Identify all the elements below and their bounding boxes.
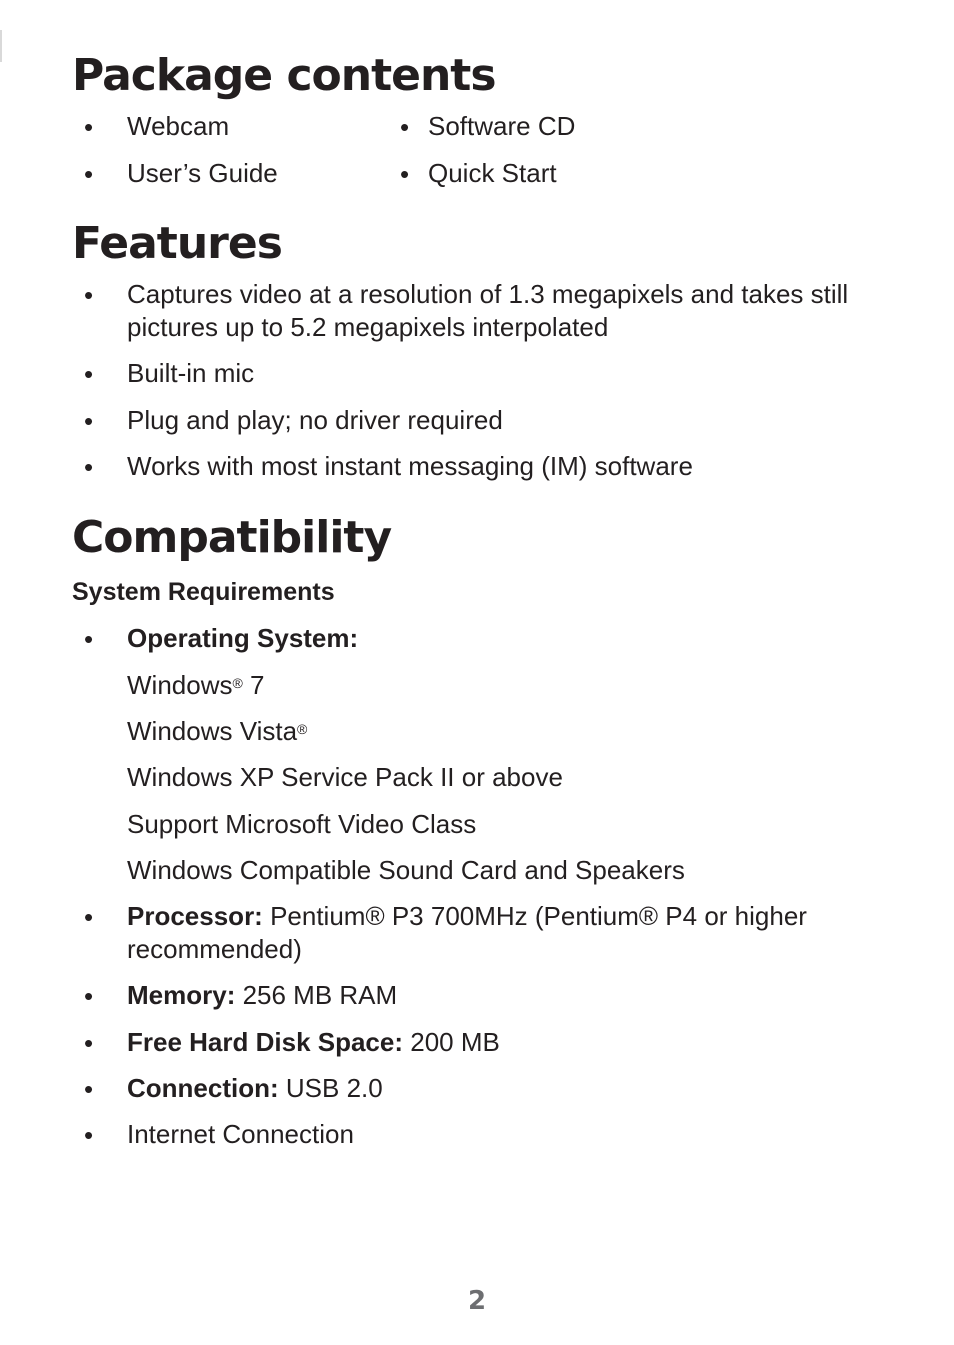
edge-mark [0,30,2,62]
page-number: 2 [467,1286,487,1316]
package-item-webcam: Webcam [127,111,230,141]
bullet: • [84,159,94,189]
package-item-software-cd: Software CD [428,111,576,141]
features-heading: Features [72,218,282,269]
package-item-users-guide: User’s Guide [127,158,278,188]
os-item-windows-vista [127,715,307,748]
os-item-windows-xp: Windows XP Service Pack II or above [127,762,563,792]
memory-label: Memory: [127,980,236,1010]
bullet: • [84,452,94,482]
connection-label: Connection: [127,1073,279,1103]
feature-item-im: Works with most instant messaging (IM) software [127,451,693,481]
os-item-video-class: Support Microsoft Video Class [127,809,477,839]
internet-requirement: Internet Connection [127,1119,354,1149]
bullet: • [84,112,94,142]
processor-label: Processor: [127,901,263,931]
bullet: • [84,1120,94,1150]
connection-value: USB 2.0 [278,1073,383,1103]
compatibility-heading: Compatibility [72,512,392,563]
disk-label: Free Hard Disk Space: [127,1027,404,1057]
os-item-sound-card: Windows Compatible Sound Card and Speakers [127,855,685,885]
feature-item-resolution: Captures video at a resolution of 1.3 megapixels and takes still pictures up to 5.2 megapixels interpolated [127,279,849,342]
feature-item-plug-and-play: Plug and play; no driver required [127,405,503,435]
memory-value: 256 MB RAM [235,980,398,1010]
connection-requirement [127,1072,383,1105]
os-vista-name: Windows Vista [127,716,298,746]
bullet: • [84,406,94,436]
os-item-windows-7 [127,669,265,702]
disk-requirement [127,1026,500,1059]
os-label: Operating System: [127,623,359,653]
disk-value: 200 MB [403,1027,500,1057]
processor-value: Pentium® P3 700MHz (Pentium® P4 or higher recommended) [127,901,807,964]
bullet: • [84,902,94,932]
bullet: • [84,981,94,1011]
bullet: • [84,280,94,310]
memory-requirement [127,979,397,1012]
registered-mark: ® [297,721,308,737]
bullet: • [84,1028,94,1058]
processor-requirement [127,900,867,966]
package-contents-heading: Package contents [72,50,496,101]
registered-mark: ® [232,675,243,691]
os-win7-version: 7 [242,670,265,700]
system-requirements-subheading: System Requirements [72,578,335,606]
os-win7-name: Windows [127,670,233,700]
bullet: • [84,624,94,654]
package-item-quick-start: Quick Start [428,158,557,188]
bullet: • [400,112,410,142]
bullet: • [84,359,94,389]
feature-item-mic: Built-in mic [127,358,255,388]
bullet: • [400,159,410,189]
bullet: • [84,1074,94,1104]
